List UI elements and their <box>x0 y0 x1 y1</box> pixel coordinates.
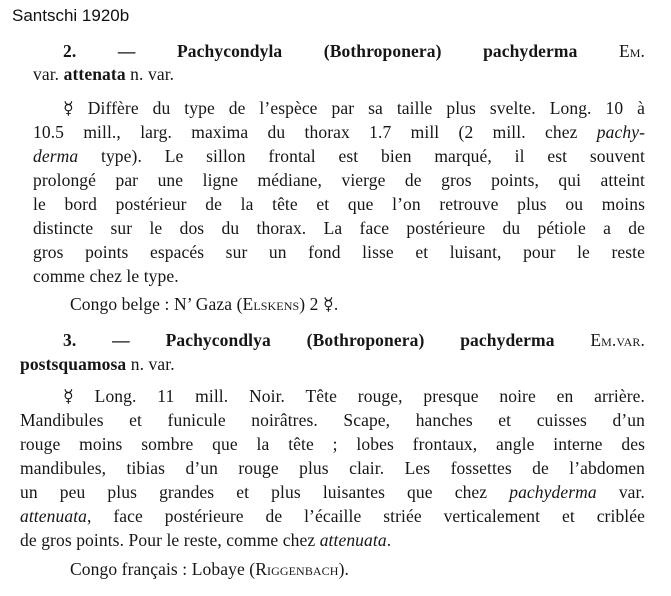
section1-locality: Congo belge : N’ Gaza (Elskens) 2 ☿. <box>70 294 339 314</box>
section1-var-label: var. <box>33 64 60 84</box>
section2-nvar: n. var. <box>130 354 175 374</box>
section2-para-line-4: mandibules, tibias d’un rouge plus clair. Les fossettes de l’abdomen <box>20 458 645 478</box>
section1-para-line-8: comme chez le type. <box>33 266 179 286</box>
section1-para-line-3: derma type). Le sillon frontal est bien marqué, il est souvent <box>33 146 645 166</box>
section2-subgenus: (Bothroponera) <box>306 330 425 350</box>
section2-para-line-6: attenuata, face postérieure de l’écaille striée verticalement et criblée <box>20 506 645 526</box>
section1-heading <box>63 39 645 63</box>
section1-subgenus: (Bothroponera) <box>323 41 442 61</box>
section1-nvar: n. var. <box>130 64 175 84</box>
section1-para-line-6: distincte sur le dos du thorax. La face postérieure du pétiole a de <box>33 218 645 238</box>
section1-variety-line <box>33 62 174 86</box>
section1-para-line-4: prolongé par une ligne médiane, vierge de gros points, qui atteint <box>33 170 645 190</box>
section2-collector: Riggenbach <box>255 559 339 579</box>
section2-variety-line <box>20 352 175 376</box>
section1-para-line-1: ☿ Diffère du type de l’espèce par sa taille plus svelte. Long. 10 à <box>63 98 645 118</box>
section2-species: pachyderma <box>460 330 555 350</box>
section1-var-name: attenata <box>63 64 126 84</box>
section2-locality: Congo français : Lobaye (Riggenbach). <box>70 559 349 579</box>
section1-para-line-5: le bord postérieur de la tête et que l’on retrouve plus ou moins <box>33 194 645 214</box>
section1-author: Em. <box>618 41 646 61</box>
section2-genus: Pachycondlya <box>165 330 271 350</box>
section2-var-name: postsquamosa <box>20 354 127 374</box>
section1-genus: Pachycondyla <box>177 41 283 61</box>
section2-para-line-1: ☿ Long. 11 mill. Noir. Tête rouge, presque noire en arrière. <box>63 386 645 406</box>
section2-para-line-7: de gros points. Pour le reste, comme chez attenuata. <box>20 530 392 550</box>
section2-para-line-2: Mandibules et funicule noirâtres. Scape, hanches et cuisses d’un <box>20 410 645 430</box>
section1-para-line-2: 10.5 mill., larg. maxima du thorax 1.7 mill (2 mill. chez pachy- <box>33 122 645 142</box>
section2-number: 3. — <box>63 330 130 350</box>
section1-number: 2. — <box>63 41 136 61</box>
citation-header: Santschi 1920b <box>12 6 130 25</box>
section2-para-line-5: un peu plus grandes et plus luisantes que chez pachyderma var. <box>20 482 645 502</box>
section2-author-var: Em.var. <box>590 330 645 350</box>
section2-para-line-3: rouge moins sombre que la tête ; lobes frontaux, angle interne des <box>20 434 645 454</box>
section1-species: pachyderma <box>483 41 578 61</box>
section1-collector: Elskens <box>242 294 300 314</box>
section1-para-line-7: gros points espacés sur un fond lisse et luisant, pour le reste <box>33 242 645 262</box>
section2-heading <box>63 328 645 352</box>
